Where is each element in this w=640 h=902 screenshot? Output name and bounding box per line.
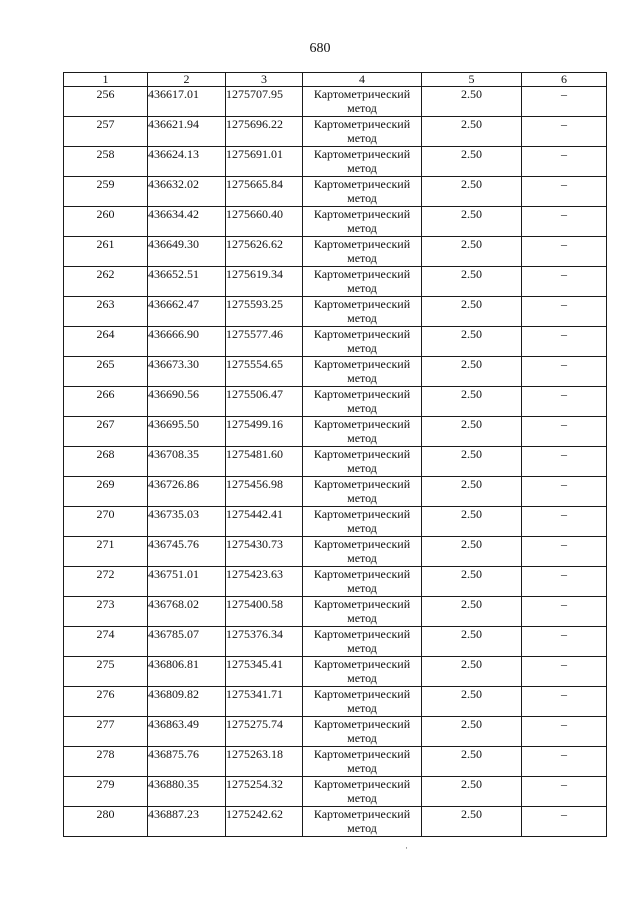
- method-cell: Картометрический метод: [303, 117, 422, 147]
- y-coordinate-cell: 1275626.62: [226, 237, 303, 267]
- x-coordinate-cell: 436617.01: [148, 87, 226, 117]
- column-header-5: 5: [422, 73, 522, 87]
- y-coordinate-cell: 1275691.01: [226, 147, 303, 177]
- note-cell: –: [522, 147, 607, 177]
- table-row: [64, 327, 607, 357]
- table-row: [64, 297, 607, 327]
- x-coordinate-cell: 436809.82: [148, 687, 226, 717]
- y-coordinate-cell: 1275423.63: [226, 567, 303, 597]
- note-cell: –: [522, 537, 607, 567]
- x-coordinate-cell: 436634.42: [148, 207, 226, 237]
- note-cell: –: [522, 657, 607, 687]
- method-cell: Картометрический метод: [303, 657, 422, 687]
- y-coordinate-cell: 1275619.34: [226, 267, 303, 297]
- method-cell: Картометрический метод: [303, 147, 422, 177]
- column-header-2: 2: [148, 73, 226, 87]
- method-cell: Картометрический метод: [303, 267, 422, 297]
- note-cell: –: [522, 597, 607, 627]
- method-cell: Картометрический метод: [303, 177, 422, 207]
- point-number-cell: 271: [64, 537, 148, 567]
- x-coordinate-cell: 436785.07: [148, 627, 226, 657]
- accuracy-cell: 2.50: [422, 357, 522, 387]
- point-number-cell: 275: [64, 657, 148, 687]
- point-number-cell: 266: [64, 387, 148, 417]
- note-cell: –: [522, 477, 607, 507]
- note-cell: –: [522, 807, 607, 837]
- accuracy-cell: 2.50: [422, 177, 522, 207]
- accuracy-cell: 2.50: [422, 567, 522, 597]
- x-coordinate-cell: 436708.35: [148, 447, 226, 477]
- y-coordinate-cell: 1275506.47: [226, 387, 303, 417]
- note-cell: –: [522, 687, 607, 717]
- point-number-cell: 277: [64, 717, 148, 747]
- y-coordinate-cell: 1275707.95: [226, 87, 303, 117]
- table-row: [64, 87, 607, 117]
- point-number-cell: 267: [64, 417, 148, 447]
- y-coordinate-cell: 1275275.74: [226, 717, 303, 747]
- method-cell: Картометрический метод: [303, 297, 422, 327]
- accuracy-cell: 2.50: [422, 387, 522, 417]
- table-row: [64, 117, 607, 147]
- accuracy-cell: 2.50: [422, 447, 522, 477]
- table-row: [64, 597, 607, 627]
- x-coordinate-cell: 436695.50: [148, 417, 226, 447]
- y-coordinate-cell: 1275660.40: [226, 207, 303, 237]
- y-coordinate-cell: 1275341.71: [226, 687, 303, 717]
- note-cell: –: [522, 237, 607, 267]
- accuracy-cell: 2.50: [422, 537, 522, 567]
- note-cell: –: [522, 297, 607, 327]
- table-row: [64, 147, 607, 177]
- y-coordinate-cell: 1275665.84: [226, 177, 303, 207]
- x-coordinate-cell: 436875.76: [148, 747, 226, 777]
- x-coordinate-cell: 436624.13: [148, 147, 226, 177]
- method-cell: Картометрический метод: [303, 537, 422, 567]
- table-row: [64, 387, 607, 417]
- method-cell: Картометрический метод: [303, 687, 422, 717]
- table-row: [64, 237, 607, 267]
- accuracy-cell: 2.50: [422, 327, 522, 357]
- accuracy-cell: 2.50: [422, 477, 522, 507]
- accuracy-cell: 2.50: [422, 597, 522, 627]
- note-cell: –: [522, 387, 607, 417]
- method-cell: Картометрический метод: [303, 777, 422, 807]
- note-cell: –: [522, 177, 607, 207]
- y-coordinate-cell: 1275442.41: [226, 507, 303, 537]
- accuracy-cell: 2.50: [422, 627, 522, 657]
- note-cell: –: [522, 777, 607, 807]
- point-number-cell: 264: [64, 327, 148, 357]
- point-number-cell: 262: [64, 267, 148, 297]
- method-cell: Картометрический метод: [303, 567, 422, 597]
- table-row: [64, 657, 607, 687]
- accuracy-cell: 2.50: [422, 777, 522, 807]
- table-row: [64, 477, 607, 507]
- y-coordinate-cell: 1275400.58: [226, 597, 303, 627]
- accuracy-cell: 2.50: [422, 87, 522, 117]
- method-cell: Картометрический метод: [303, 207, 422, 237]
- note-cell: –: [522, 717, 607, 747]
- method-cell: Картометрический метод: [303, 747, 422, 777]
- y-coordinate-cell: 1275242.62: [226, 807, 303, 837]
- accuracy-cell: 2.50: [422, 417, 522, 447]
- note-cell: –: [522, 627, 607, 657]
- y-coordinate-cell: 1275499.16: [226, 417, 303, 447]
- column-header-3: 3: [226, 73, 303, 87]
- y-coordinate-cell: 1275263.18: [226, 747, 303, 777]
- point-number-cell: 268: [64, 447, 148, 477]
- note-cell: –: [522, 357, 607, 387]
- y-coordinate-cell: 1275577.46: [226, 327, 303, 357]
- y-coordinate-cell: 1275430.73: [226, 537, 303, 567]
- method-cell: Картометрический метод: [303, 447, 422, 477]
- note-cell: –: [522, 747, 607, 777]
- point-number-cell: 278: [64, 747, 148, 777]
- x-coordinate-cell: 436751.01: [148, 567, 226, 597]
- point-number-cell: 279: [64, 777, 148, 807]
- note-cell: –: [522, 567, 607, 597]
- y-coordinate-cell: 1275456.98: [226, 477, 303, 507]
- coordinates-table: [63, 72, 607, 837]
- note-cell: –: [522, 417, 607, 447]
- accuracy-cell: 2.50: [422, 807, 522, 837]
- x-coordinate-cell: 436863.49: [148, 717, 226, 747]
- accuracy-cell: 2.50: [422, 297, 522, 327]
- point-number-cell: 258: [64, 147, 148, 177]
- table-body: [64, 73, 607, 837]
- x-coordinate-cell: 436726.86: [148, 477, 226, 507]
- table-row: [64, 747, 607, 777]
- accuracy-cell: 2.50: [422, 507, 522, 537]
- note-cell: –: [522, 447, 607, 477]
- x-coordinate-cell: 436652.51: [148, 267, 226, 297]
- table-header-row: [64, 73, 607, 87]
- x-coordinate-cell: 436632.02: [148, 177, 226, 207]
- point-number-cell: 256: [64, 87, 148, 117]
- column-header-6: 6: [522, 73, 607, 87]
- y-coordinate-cell: 1275554.65: [226, 357, 303, 387]
- method-cell: Картометрический метод: [303, 387, 422, 417]
- y-coordinate-cell: 1275345.41: [226, 657, 303, 687]
- x-coordinate-cell: 436806.81: [148, 657, 226, 687]
- scan-mark: ·: [405, 843, 408, 853]
- accuracy-cell: 2.50: [422, 717, 522, 747]
- table-row: [64, 357, 607, 387]
- y-coordinate-cell: 1275593.25: [226, 297, 303, 327]
- page-number: 680: [309, 41, 331, 56]
- point-number-cell: 261: [64, 237, 148, 267]
- point-number-cell: 273: [64, 597, 148, 627]
- point-number-cell: 269: [64, 477, 148, 507]
- point-number-cell: 272: [64, 567, 148, 597]
- x-coordinate-cell: 436880.35: [148, 777, 226, 807]
- point-number-cell: 263: [64, 297, 148, 327]
- note-cell: –: [522, 327, 607, 357]
- x-coordinate-cell: 436649.30: [148, 237, 226, 267]
- method-cell: Картометрический метод: [303, 327, 422, 357]
- accuracy-cell: 2.50: [422, 747, 522, 777]
- point-number-cell: 276: [64, 687, 148, 717]
- table-row: [64, 507, 607, 537]
- x-coordinate-cell: 436887.23: [148, 807, 226, 837]
- y-coordinate-cell: 1275376.34: [226, 627, 303, 657]
- table-row: [64, 807, 607, 837]
- point-number-cell: 257: [64, 117, 148, 147]
- y-coordinate-cell: 1275254.32: [226, 777, 303, 807]
- table-row: [64, 627, 607, 657]
- method-cell: Картометрический метод: [303, 87, 422, 117]
- x-coordinate-cell: 436673.30: [148, 357, 226, 387]
- accuracy-cell: 2.50: [422, 687, 522, 717]
- y-coordinate-cell: 1275481.60: [226, 447, 303, 477]
- method-cell: Картометрический метод: [303, 477, 422, 507]
- accuracy-cell: 2.50: [422, 657, 522, 687]
- x-coordinate-cell: 436690.56: [148, 387, 226, 417]
- method-cell: Картометрический метод: [303, 627, 422, 657]
- column-header-4: 4: [303, 73, 422, 87]
- note-cell: –: [522, 87, 607, 117]
- accuracy-cell: 2.50: [422, 117, 522, 147]
- point-number-cell: 270: [64, 507, 148, 537]
- method-cell: Картометрический метод: [303, 417, 422, 447]
- method-cell: Картометрический метод: [303, 807, 422, 837]
- table-row: [64, 177, 607, 207]
- x-coordinate-cell: 436768.02: [148, 597, 226, 627]
- x-coordinate-cell: 436662.47: [148, 297, 226, 327]
- accuracy-cell: 2.50: [422, 207, 522, 237]
- method-cell: Картометрический метод: [303, 357, 422, 387]
- column-header-1: 1: [64, 73, 148, 87]
- accuracy-cell: 2.50: [422, 267, 522, 297]
- x-coordinate-cell: 436621.94: [148, 117, 226, 147]
- method-cell: Картометрический метод: [303, 237, 422, 267]
- table-row: [64, 717, 607, 747]
- table-row: [64, 777, 607, 807]
- table-row: [64, 207, 607, 237]
- table-row: [64, 537, 607, 567]
- table-row: [64, 687, 607, 717]
- table-row: [64, 447, 607, 477]
- method-cell: Картометрический метод: [303, 597, 422, 627]
- method-cell: Картометрический метод: [303, 507, 422, 537]
- point-number-cell: 274: [64, 627, 148, 657]
- x-coordinate-cell: 436666.90: [148, 327, 226, 357]
- point-number-cell: 259: [64, 177, 148, 207]
- table-row: [64, 567, 607, 597]
- note-cell: –: [522, 507, 607, 537]
- y-coordinate-cell: 1275696.22: [226, 117, 303, 147]
- x-coordinate-cell: 436735.03: [148, 507, 226, 537]
- note-cell: –: [522, 267, 607, 297]
- point-number-cell: 265: [64, 357, 148, 387]
- table-row: [64, 417, 607, 447]
- point-number-cell: 280: [64, 807, 148, 837]
- accuracy-cell: 2.50: [422, 237, 522, 267]
- accuracy-cell: 2.50: [422, 147, 522, 177]
- note-cell: –: [522, 117, 607, 147]
- point-number-cell: 260: [64, 207, 148, 237]
- table-row: [64, 267, 607, 297]
- note-cell: –: [522, 207, 607, 237]
- method-cell: Картометрический метод: [303, 717, 422, 747]
- x-coordinate-cell: 436745.76: [148, 537, 226, 567]
